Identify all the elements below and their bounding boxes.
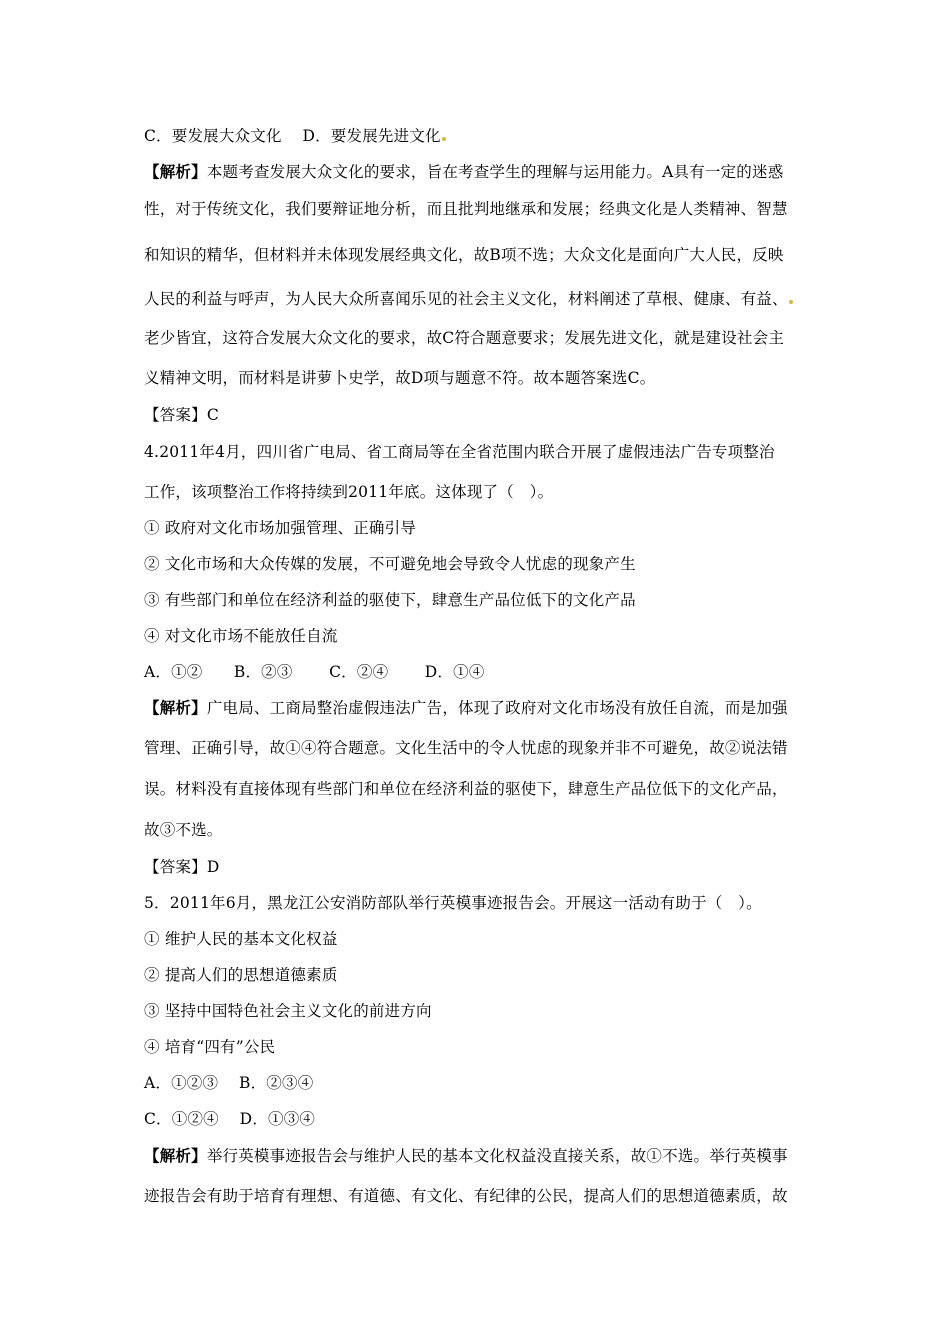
analysis-label: 【解析】 [144, 162, 207, 181]
q4-statement-1: ① 政府对文化市场加强管理、正确引导 [144, 519, 417, 537]
q4-answer: 【答案】D [144, 858, 220, 876]
annotation-dot [789, 300, 793, 304]
analysis-label: 【解析】 [144, 698, 207, 717]
text-line: 管理、正确引导，故①④符合题意。文化生活中的令人忧虑的现象并非不可避免，故②说法错 [144, 739, 788, 757]
analysis-label: 【解析】 [144, 1146, 207, 1165]
q3-options-cd: C．要发展大众文化 D．要发展先进文化 [144, 126, 446, 146]
q4-options: A．①② B．②③ C．②④ D．①④ [144, 663, 485, 681]
text-line: 故③不选。 [144, 821, 223, 839]
q5-analysis-line: 【解析】举行英模事迹报告会与维护人民的基本文化权益没直接关系，故①不选。举行英模事 [144, 1146, 788, 1165]
answer-label: 【答案】 [144, 858, 207, 876]
q4-statement-3: ③ 有些部门和单位在经济利益的驱使下，肆意生产品位低下的文化产品 [144, 591, 636, 609]
q5-options-ab: A．①②③ B．②③④ [144, 1074, 314, 1092]
q4-statement-4: ④ 对文化市场不能放任自流 [144, 627, 338, 645]
annotation-dot [442, 137, 446, 141]
text-line: 老少皆宜，这符合发展大众文化的要求，故C符合题意要求；发展先进文化，就是建设社会主 [144, 329, 785, 347]
text-line: 和知识的精华，但材料并未体现发展经典文化，故B项不选；大众文化是面向广大人民，反映 [144, 246, 784, 264]
answer-label: 【答案】 [144, 406, 207, 424]
q5-statement-1: ① 维护人民的基本文化权益 [144, 930, 338, 948]
q4-stem-cont: 工作，该项整治工作将持续到2011年底。这体现了（ ）。 [144, 483, 554, 501]
q4-analysis-line: 【解析】广电局、工商局整治虚假违法广告，体现了政府对文化市场没有放任自流，而是加强 [144, 698, 788, 717]
q4-statement-2: ② 文化市场和大众传媒的发展，不可避免地会导致令人忧虑的现象产生 [144, 555, 636, 573]
q5-statement-3: ③ 坚持中国特色社会主义文化的前进方向 [144, 1002, 432, 1020]
text-line: 性，对于传统文化，我们要辩证地分析，而且批判地继承和发展；经典文化是人类精神、智慧 [144, 200, 788, 218]
q5-stem: 5．2011年6月，黑龙江公安消防部队举行英模事迹报告会。开展这一活动有助于（ ）。 [144, 894, 762, 912]
q5-statement-2: ② 提高人们的思想道德素质 [144, 966, 338, 984]
text-line: 义精神文明，而材料是讲萝卜史学，故D项与题意不符。故本题答案选C。 [144, 369, 656, 387]
q5-statement-4: ④ 培育“四有”公民 [144, 1038, 276, 1056]
q5-options-cd: C．①②④ D．①③④ [144, 1110, 316, 1128]
q3-answer: 【答案】C [144, 406, 219, 424]
q4-stem: 4.2011年4月，四川省广电局、省工商局等在全省范围内联合开展了虚假违法广告专项整治 [144, 443, 775, 461]
q3-analysis-line: 【解析】本题考查发展大众文化的要求，旨在考查学生的理解与运用能力。A具有一定的迷惑 [144, 162, 784, 181]
text-line: 迹报告会有助于培育有理想、有道德、有文化、有纪律的公民，提高人们的思想道德素质，故 [144, 1187, 788, 1205]
text-line: 误。材料没有直接体现有些部门和单位在经济利益的驱使下，肆意生产品位低下的文化产品， [144, 780, 788, 798]
text-line: 人民的利益与呼声，为人民大众所喜闻乐见的社会主义文化，材料阐述了草根、健康、有益、 [144, 289, 793, 309]
